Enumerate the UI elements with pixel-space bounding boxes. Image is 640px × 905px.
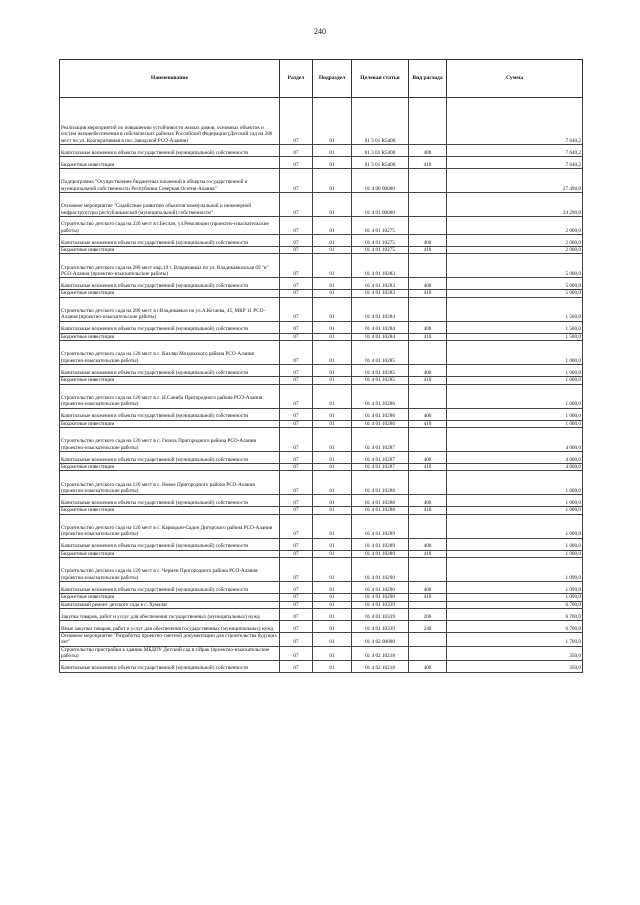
cell-section: 07 <box>280 157 313 169</box>
page-number: 240 <box>314 27 326 36</box>
cell-section: 07 <box>280 464 313 471</box>
cell-sum: 6 700,0 <box>447 621 583 633</box>
cell-section: 07 <box>280 377 313 384</box>
cell-section: 07 <box>280 217 313 235</box>
cell-section: 07 <box>280 452 313 464</box>
table-row <box>60 290 583 297</box>
cell-sum: 5 000,0 <box>447 290 583 297</box>
cell-target: 01 4 01 10275 <box>352 247 409 254</box>
cell-sum: 1 500,0 <box>447 297 583 321</box>
cell-sum: 7 640,2 <box>447 157 583 169</box>
cell-sum: 6 700,0 <box>447 609 583 621</box>
cell-section: 07 <box>280 495 313 507</box>
cell-target: 01 4 01 10289 <box>352 514 409 538</box>
cell-exp <box>409 514 447 538</box>
cell-target: 01 4 01 10286 <box>352 420 409 427</box>
cell-name: Бюджетные инвестиции <box>60 507 280 514</box>
cell-name: Строительство детского сада на 280 мест мкр.19 г. Владикавказ по ул. Владикавказская 69 "в" РСО-Алания (проектно-изыскательские работы) <box>60 254 280 278</box>
cell-name: Строительство пристройки к зданию МБДОУ Детский сад в г.Ирак (проектно-изыскательские работы) <box>60 646 280 660</box>
cell-sum: 1 000,0 <box>447 507 583 514</box>
cell-section: 07 <box>280 471 313 495</box>
table-row <box>60 594 583 601</box>
cell-section: 07 <box>280 646 313 660</box>
cell-section: 07 <box>280 193 313 217</box>
cell-subsection: 01 <box>313 384 352 408</box>
table-row <box>60 321 583 333</box>
cell-subsection: 01 <box>313 297 352 321</box>
cell-exp: 410 <box>409 290 447 297</box>
cell-sum: 1 000,0 <box>447 384 583 408</box>
cell-subsection: 01 <box>313 428 352 452</box>
cell-name: Строительство детского сада на 120 мест в с. Н.Саниба Пригородного района РСО-Алания (проектно-изыскательские работы) <box>60 384 280 408</box>
cell-target: 01 4 01 10284 <box>352 333 409 340</box>
cell-name: Строительство детского сада на 120 мест в с. Чермен Пригородного района РСО-Алания (проектно-изыскательские работы) <box>60 558 280 582</box>
cell-section: 07 <box>280 507 313 514</box>
cell-exp <box>409 254 447 278</box>
cell-exp: 400 <box>409 452 447 464</box>
cell-sum: 1 000,0 <box>447 514 583 538</box>
cell-name: Бюджетные инвестиции <box>60 247 280 254</box>
cell-section: 07 <box>280 428 313 452</box>
cell-target: 01 3 01 R5400 <box>352 98 409 145</box>
cell-sum: 7 640,2 <box>447 98 583 145</box>
cell-name: Бюджетные инвестиции <box>60 333 280 340</box>
cell-section: 07 <box>280 660 313 672</box>
table-row <box>60 169 583 193</box>
cell-sum: 1 090,0 <box>447 582 583 594</box>
cell-name: Бюджетные инвестиции <box>60 377 280 384</box>
cell-sum: 1 000,0 <box>447 420 583 427</box>
cell-section: 07 <box>280 582 313 594</box>
cell-subsection: 01 <box>313 247 352 254</box>
cell-section: 07 <box>280 384 313 408</box>
cell-name: Капитальные вложения в объекты государственной (муниципальной) собственности <box>60 582 280 594</box>
cell-subsection: 01 <box>313 278 352 290</box>
cell-sum: 350,0 <box>447 660 583 672</box>
cell-target: 01 4 00 00000 <box>352 169 409 193</box>
cell-exp: 400 <box>409 582 447 594</box>
cell-subsection: 01 <box>313 145 352 157</box>
cell-subsection: 01 <box>313 594 352 601</box>
table-row <box>60 507 583 514</box>
cell-name: Бюджетные инвестиции <box>60 157 280 169</box>
cell-sum: 1 700,0 <box>447 633 583 647</box>
cell-subsection: 01 <box>313 341 352 365</box>
cell-name: Иные закупки товаров, работ и услуг для обеспечения государственных (муниципальных) нужд <box>60 621 280 633</box>
cell-sum: 1 000,0 <box>447 471 583 495</box>
cell-sum: 1 000,0 <box>447 408 583 420</box>
cell-name: Основное мероприятие "Содействие развитию объектов коммунальной и инженерной инфраструктуры республиканской (муниципальной) собственности" <box>60 193 280 217</box>
cell-name: Капитальные вложения в объекты государственной (муниципальной) собственности <box>60 278 280 290</box>
cell-sum: 1 000,0 <box>447 538 583 550</box>
cell-exp <box>409 341 447 365</box>
cell-name: Реализация мероприятий по повышению устойчивости жилых домов, основных объектов и систем жизнеобеспечения в сейсмических районах Российской Федерации (Детский сад на 280 мест по ул. Кооперативная в пос.Заводской РСО-Алания) <box>60 98 280 145</box>
table-row <box>60 471 583 495</box>
cell-section: 07 <box>280 341 313 365</box>
cell-subsection: 01 <box>313 217 352 235</box>
cell-exp: 400 <box>409 660 447 672</box>
cell-subsection: 01 <box>313 333 352 340</box>
cell-target: 01 3 01 R5400 <box>352 145 409 157</box>
cell-exp <box>409 471 447 495</box>
cell-section: 07 <box>280 558 313 582</box>
cell-sum: 1 000,0 <box>447 495 583 507</box>
table-row <box>60 98 583 145</box>
cell-exp <box>409 384 447 408</box>
cell-name: Бюджетные инвестиции <box>60 550 280 557</box>
header-sum: Сумма <box>447 60 583 98</box>
cell-name: Капитальные вложения в объекты государственной (муниципальной) собственности <box>60 321 280 333</box>
cell-target: 01 4 01 10288 <box>352 471 409 495</box>
cell-subsection: 01 <box>313 377 352 384</box>
cell-exp <box>409 169 447 193</box>
table-row <box>60 660 583 672</box>
cell-exp: 400 <box>409 145 447 157</box>
table-row <box>60 538 583 550</box>
cell-name: Закупка товаров, работ и услуг для обеспечения государственных (муниципальных) нужд <box>60 609 280 621</box>
cell-name: Капитальные вложения в объекты государственной (муниципальной) собственности <box>60 538 280 550</box>
cell-target: 01 4 01 10289 <box>352 538 409 550</box>
cell-sum: 2 000,0 <box>447 247 583 254</box>
cell-subsection: 01 <box>313 193 352 217</box>
cell-subsection: 01 <box>313 633 352 647</box>
cell-section: 07 <box>280 538 313 550</box>
cell-subsection: 01 <box>313 157 352 169</box>
cell-target: 01 4 01 10286 <box>352 408 409 420</box>
cell-exp: 400 <box>409 235 447 247</box>
cell-subsection: 01 <box>313 290 352 297</box>
cell-section: 07 <box>280 420 313 427</box>
table-row <box>60 582 583 594</box>
cell-exp <box>409 601 447 608</box>
cell-exp <box>409 428 447 452</box>
table-row <box>60 514 583 538</box>
cell-exp <box>409 217 447 235</box>
table-header-row <box>60 60 583 98</box>
cell-section: 07 <box>280 169 313 193</box>
cell-sum: 1 090,0 <box>447 594 583 601</box>
cell-sum: 1 000,0 <box>447 377 583 384</box>
cell-section: 07 <box>280 278 313 290</box>
cell-sum: 350,0 <box>447 646 583 660</box>
cell-target: 01 4 01 10287 <box>352 452 409 464</box>
header-section: Раздел <box>280 60 313 98</box>
cell-target: 01 4 01 10339 <box>352 609 409 621</box>
cell-exp <box>409 98 447 145</box>
cell-subsection: 01 <box>313 507 352 514</box>
cell-name: Строительство детского сада на 120 мест в с. Гизель Пригородного района РСО-Алания (проектно-изыскательские работы) <box>60 428 280 452</box>
cell-subsection: 01 <box>313 420 352 427</box>
cell-subsection: 01 <box>313 464 352 471</box>
cell-subsection: 01 <box>313 254 352 278</box>
cell-name: Капитальные вложения в объекты государственной (муниципальной) собственности <box>60 452 280 464</box>
table-row <box>60 341 583 365</box>
table-row <box>60 235 583 247</box>
cell-exp: 410 <box>409 464 447 471</box>
cell-target: 01 4 01 10288 <box>352 507 409 514</box>
cell-subsection: 01 <box>313 235 352 247</box>
cell-target: 01 4 02 10218 <box>352 660 409 672</box>
cell-target: 01 4 01 10285 <box>352 341 409 365</box>
cell-target: 01 4 01 10283 <box>352 290 409 297</box>
table-row <box>60 452 583 464</box>
cell-exp: 410 <box>409 594 447 601</box>
cell-exp <box>409 633 447 647</box>
cell-subsection: 01 <box>313 452 352 464</box>
cell-sum: 1 000,0 <box>447 365 583 377</box>
cell-sum: 1 500,0 <box>447 321 583 333</box>
cell-name: Капитальные вложения в объекты государственной (муниципальной) собственности <box>60 145 280 157</box>
cell-section: 07 <box>280 514 313 538</box>
cell-target: 01 4 01 10275 <box>352 217 409 235</box>
cell-sum: 1 500,0 <box>447 333 583 340</box>
cell-name: Капитальные вложения в объекты государственной (муниципальной) собственности <box>60 408 280 420</box>
cell-target: 01 4 02 00000 <box>352 633 409 647</box>
cell-subsection: 01 <box>313 550 352 557</box>
cell-exp: 200 <box>409 609 447 621</box>
table-row <box>60 601 583 608</box>
cell-name: Капитальные вложения в объекты государственной (муниципальной) собственности <box>60 365 280 377</box>
cell-exp: 400 <box>409 321 447 333</box>
cell-subsection: 01 <box>313 98 352 145</box>
cell-exp: 410 <box>409 157 447 169</box>
table-row <box>60 464 583 471</box>
cell-target: 01 4 02 10218 <box>352 646 409 660</box>
cell-name: Капитальные вложения в объекты государственной (муниципальной) собственности <box>60 495 280 507</box>
cell-exp: 410 <box>409 377 447 384</box>
cell-exp <box>409 297 447 321</box>
table-row <box>60 558 583 582</box>
header-target: Целевая статья <box>352 60 409 98</box>
cell-exp: 410 <box>409 507 447 514</box>
cell-name: Строительство детского сада на 120 мест в с. Кизляр Моздокского района РСО-Алания (проектно-изыскательские работы) <box>60 341 280 365</box>
cell-sum: 1 090,0 <box>447 558 583 582</box>
header-name: Наименование <box>60 60 280 98</box>
cell-name: Строительство детского сада на 280 мест в г.Владикавказ по ул.А.Кесаева, 45, МКР 11 РСО-Алания (проектно-изыскательские работы) <box>60 297 280 321</box>
cell-section: 07 <box>280 247 313 254</box>
cell-subsection: 01 <box>313 660 352 672</box>
table-row <box>60 633 583 647</box>
cell-subsection: 01 <box>313 558 352 582</box>
cell-name: Бюджетные инвестиции <box>60 594 280 601</box>
cell-subsection: 01 <box>313 646 352 660</box>
cell-target: 01 4 01 10284 <box>352 297 409 321</box>
cell-target: 01 4 01 10284 <box>352 321 409 333</box>
header-subsection: Подраздел <box>313 60 352 98</box>
table-row <box>60 145 583 157</box>
cell-sum: 1 000,0 <box>447 550 583 557</box>
header-expense-type: Вид расхода <box>409 60 447 98</box>
cell-exp: 400 <box>409 365 447 377</box>
cell-subsection: 01 <box>313 582 352 594</box>
cell-exp <box>409 193 447 217</box>
cell-subsection: 01 <box>313 321 352 333</box>
cell-name: Строительство детского сада на 120 мест в с. Кармадон-Садон Дигорского района РСО-Алания (проектно-изыскательские работы) <box>60 514 280 538</box>
cell-exp: 400 <box>409 538 447 550</box>
cell-name: Бюджетные инвестиции <box>60 290 280 297</box>
cell-section: 07 <box>280 633 313 647</box>
cell-sum: 6 700,0 <box>447 601 583 608</box>
cell-target: 01 4 01 10339 <box>352 601 409 608</box>
table-row <box>60 646 583 660</box>
cell-exp: 400 <box>409 278 447 290</box>
cell-subsection: 01 <box>313 169 352 193</box>
cell-section: 07 <box>280 609 313 621</box>
cell-target: 01 4 01 10285 <box>352 377 409 384</box>
table-row <box>60 278 583 290</box>
cell-sum: 4 000,0 <box>447 464 583 471</box>
cell-section: 07 <box>280 594 313 601</box>
cell-name: Подпрограмма "Осуществление бюджетных вложений в объекты государственной и муниципальной собственности Республики Северная Осетия-Алания" <box>60 169 280 193</box>
table-row <box>60 193 583 217</box>
cell-exp: 400 <box>409 408 447 420</box>
cell-target: 01 4 01 10290 <box>352 558 409 582</box>
cell-section: 07 <box>280 550 313 557</box>
cell-sum: 4 000,0 <box>447 452 583 464</box>
cell-section: 07 <box>280 365 313 377</box>
cell-target: 01 4 01 10290 <box>352 594 409 601</box>
cell-section: 07 <box>280 235 313 247</box>
table-row <box>60 297 583 321</box>
cell-target: 01 4 01 10339 <box>352 621 409 633</box>
cell-name: Капитальные вложения в объекты государственной (муниципальной) собственности <box>60 235 280 247</box>
cell-subsection: 01 <box>313 538 352 550</box>
cell-subsection: 01 <box>313 495 352 507</box>
table-row <box>60 408 583 420</box>
cell-section: 07 <box>280 601 313 608</box>
cell-section: 07 <box>280 290 313 297</box>
table-row <box>60 550 583 557</box>
cell-section: 07 <box>280 297 313 321</box>
cell-target: 01 4 01 10275 <box>352 235 409 247</box>
cell-section: 07 <box>280 321 313 333</box>
cell-section: 07 <box>280 254 313 278</box>
cell-name: Строительство детского сада на 120 мест в с. Новое Пригородного района РСО-Алания (проектно-изыскательские работы) <box>60 471 280 495</box>
table-row <box>60 365 583 377</box>
table-row <box>60 157 583 169</box>
table-row <box>60 377 583 384</box>
table-row <box>60 621 583 633</box>
table-row <box>60 420 583 427</box>
cell-section: 07 <box>280 621 313 633</box>
cell-exp: 240 <box>409 621 447 633</box>
cell-name: Основное мероприятие "Разработка проектно-сметной документации для строительства будущих лет" <box>60 633 280 647</box>
cell-target: 01 4 01 10287 <box>352 428 409 452</box>
cell-subsection: 01 <box>313 609 352 621</box>
cell-sum: 5 000,0 <box>447 278 583 290</box>
table-row <box>60 495 583 507</box>
cell-exp: 410 <box>409 247 447 254</box>
cell-name: Капитальный ремонт детского сада в с. Хумалаг <box>60 601 280 608</box>
cell-subsection: 01 <box>313 514 352 538</box>
cell-subsection: 01 <box>313 471 352 495</box>
cell-exp: 410 <box>409 333 447 340</box>
cell-exp <box>409 558 447 582</box>
cell-sum: 24 290,0 <box>447 193 583 217</box>
cell-name: Строительство детского сада на 220 мест в г.Беслан, ул.Революции (проектно-изыскательские работы) <box>60 217 280 235</box>
cell-subsection: 01 <box>313 621 352 633</box>
cell-name: Бюджетные инвестиции <box>60 464 280 471</box>
cell-sum: 4 000,0 <box>447 428 583 452</box>
table-row <box>60 217 583 235</box>
cell-target: 01 4 01 10289 <box>352 550 409 557</box>
cell-name: Бюджетные инвестиции <box>60 420 280 427</box>
cell-target: 01 3 01 R5400 <box>352 157 409 169</box>
cell-section: 07 <box>280 145 313 157</box>
cell-target: 01 4 01 10285 <box>352 365 409 377</box>
cell-sum: 7 640,2 <box>447 145 583 157</box>
cell-sum: 2 000,0 <box>447 217 583 235</box>
table-row <box>60 384 583 408</box>
cell-subsection: 01 <box>313 601 352 608</box>
cell-exp: 410 <box>409 550 447 557</box>
cell-target: 01 4 01 10286 <box>352 384 409 408</box>
cell-exp <box>409 646 447 660</box>
cell-section: 07 <box>280 98 313 145</box>
cell-name: Капитальные вложения в объекты государственной (муниципальной) собственности <box>60 660 280 672</box>
cell-section: 07 <box>280 408 313 420</box>
table-row <box>60 254 583 278</box>
cell-sum: 27 490,0 <box>447 169 583 193</box>
table-row <box>60 333 583 340</box>
cell-section: 07 <box>280 333 313 340</box>
cell-sum: 1 000,0 <box>447 341 583 365</box>
table-row <box>60 609 583 621</box>
cell-target: 01 4 01 10287 <box>352 464 409 471</box>
cell-sum: 2 000,0 <box>447 235 583 247</box>
cell-subsection: 01 <box>313 365 352 377</box>
budget-table <box>59 59 583 673</box>
cell-exp: 400 <box>409 495 447 507</box>
cell-target: 01 4 01 10283 <box>352 254 409 278</box>
cell-target: 01 4 01 10283 <box>352 278 409 290</box>
cell-target: 01 4 01 10290 <box>352 582 409 594</box>
cell-target: 01 4 01 10288 <box>352 495 409 507</box>
table-row <box>60 247 583 254</box>
cell-sum: 5 000,0 <box>447 254 583 278</box>
cell-target: 01 4 01 00000 <box>352 193 409 217</box>
cell-subsection: 01 <box>313 408 352 420</box>
cell-exp: 410 <box>409 420 447 427</box>
table-row <box>60 428 583 452</box>
